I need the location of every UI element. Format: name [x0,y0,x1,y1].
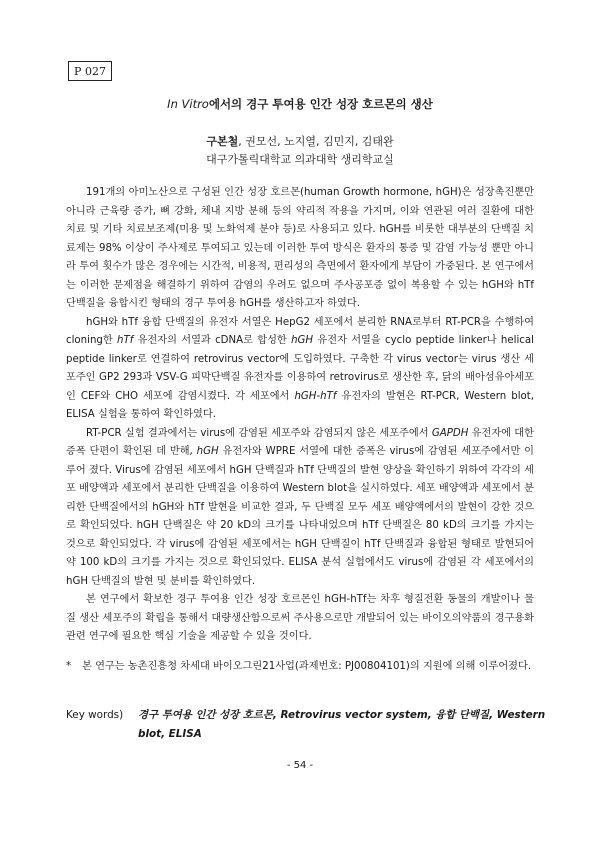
text-run: 유전자의 발현은 RT-PCR, Western blot, ELISA 실험을 통하여 확인하였다. [66,390,534,420]
italic-term: hGH [291,335,314,346]
body-paragraph [66,425,534,592]
abstract-code-box [68,61,112,81]
affiliation: 대구가톨릭대학교 의과대학 생리학교실 [206,153,394,166]
footnote-text: 본 연구는 농촌진흥청 차세대 바이오그린21사업(과제번호: PJ00804101)의 지원에 의해 이루어졌다. [82,661,532,672]
text-run: hGH와 hTf 융합 단백질의 유전자 서열은 HepG2 세포에서 분리한 RNA로부터 RT-PCR을 수행하여 cloning한 [66,316,534,346]
keywords-value: 경구 투여용 인간 성장 호르몬, Retrovirus vector system, 융합 단백질, Western blot, ELISA [138,709,546,740]
text-run: RT-PCR 실험 결과에서는 virus에 감염된 세포주와 감염되지 않은 세포주에서 [86,427,432,439]
paper-title [0,96,600,112]
funding-note [66,658,534,676]
text-run: 191개의 아미노산으로 구성된 인간 성장 호르몬(human Growth hormone, hGH)은 성장촉진뿐만 아니라 근육량 증가, 뼈 강화, 체내 지방 분해 등의 약리적 작용을 가지며, 이와 연관된 여러 질환에 대한 치료 및 기타 치료보조제(미용 및 노화억제 분야 등)로 사용되고 있다. hGH를 비롯한 대부분의 단백질 치료제는 98% 이상이 주사제로 투여되고 있는데 이러한 투여 방식은 환자의 통증 및 감염 가능성 뿐만 아니라 투여 횟수가 많은 경우에는 시간적, 비용적, 편리성의 측면에서 환자에게 부담이 가중된다. 본 연구에서는 이러한 문제점을 해결하기 위하여 감염의 우려도 없으며 주사공포증 없이 복용할 수 있는 hGH와 hTf 단백질을 융합시킨 형태의 경구 투여용 hGH를 생산하고자 하였다. [66,187,534,309]
title-italic-part: In Vitro [167,97,209,111]
text-run: 유전자의 서열과 cDNA로 합성한 [133,335,292,346]
title-rest: 에서의 경구 투여용 인간 성장 호르몬의 생산 [208,97,433,111]
text-run: 유전자 서열을 cyclo peptide linker나 helical peptide linker로 연결하여 retrovirus vector에 도입하였다. 구축한 각 virus vector는 virus 생산 세포주인 GP2 293과 VSV-G 피막단백질 유전자를 이용하여 retrovirus로 생산한 후, 닭의 배아섬유아세포인 CEF와 CHO 세포에 감염시켰다. 각 세포에서 [66,335,534,402]
body-paragraph [66,591,534,647]
italic-term: hGH [196,446,219,457]
body-paragraph [66,184,534,314]
text-run: 유전자와 WPRE 서열에 대한 증폭은 virus에 감염된 세포주에서만 이루어 졌다. Virus에 감염된 세포에서 hGH 단백질과 hTf 단백질의 발현 양상을 확인하기 위하여 각각의 세포 배양액과 세포에서 분리한 단백질을 이용하여 Western blot을 실시하였다. 세포 배양액과 세포에서 분리한 단백질에서의 hGH와 hTf 발현을 비교한 결과, 두 단백질 모두 세포 배양액에서의 발현이 강한 것으로 확인되었다. hGH 단백질은 약 20 kD의 크기를 나타내었으며 hTf 단백질은 80 kD의 크기를 가지는 것으로 확인되었다. 각 virus에 감염된 세포에서는 hGH 단백질이 hTf 단백질과 융합된 형태로 발현되어 약 100 kD의 크기를 가지는 것으로 확인되었다. ELISA 분석 실험에서도 virus에 감염된 각 세포에서의 hGH 단백질의 발현 및 분비를 확인하였다. [66,446,534,587]
abstract-code: P 027 [74,64,106,78]
keywords-block [66,706,546,744]
keywords-label: Key words) [66,709,124,721]
body-paragraph [66,314,534,425]
page-number: - 54 - [286,760,314,771]
presenting-author: 구본철 [206,135,239,148]
italic-term: GAPDH [431,427,469,439]
footnote-marker: * [66,661,72,672]
text-run: 본 연구에서 확보한 경구 투여용 인간 성장 호르몬인 hGH-hTf는 차후 형질전환 동물의 개발이나 물질 생산 세포주의 확립을 통해서 대량생산함으로써 주사용으로만 개발되어 있는 바이오의약품의 경구용화 관련 연구에 필요한 핵심 기술을 제공할 수 있을 것이다. [66,594,534,642]
text-run: 유전자에 대한 증폭 단편이 확인된 데 반해, [66,427,534,457]
co-authors: , 권모선, 노지열, 김민지, 김태완 [238,135,394,148]
abstract-body [66,184,534,647]
author-block [0,133,600,169]
italic-term: hGH-hTf [294,390,337,402]
italic-term: hTf [117,335,134,346]
author-list [0,133,600,151]
